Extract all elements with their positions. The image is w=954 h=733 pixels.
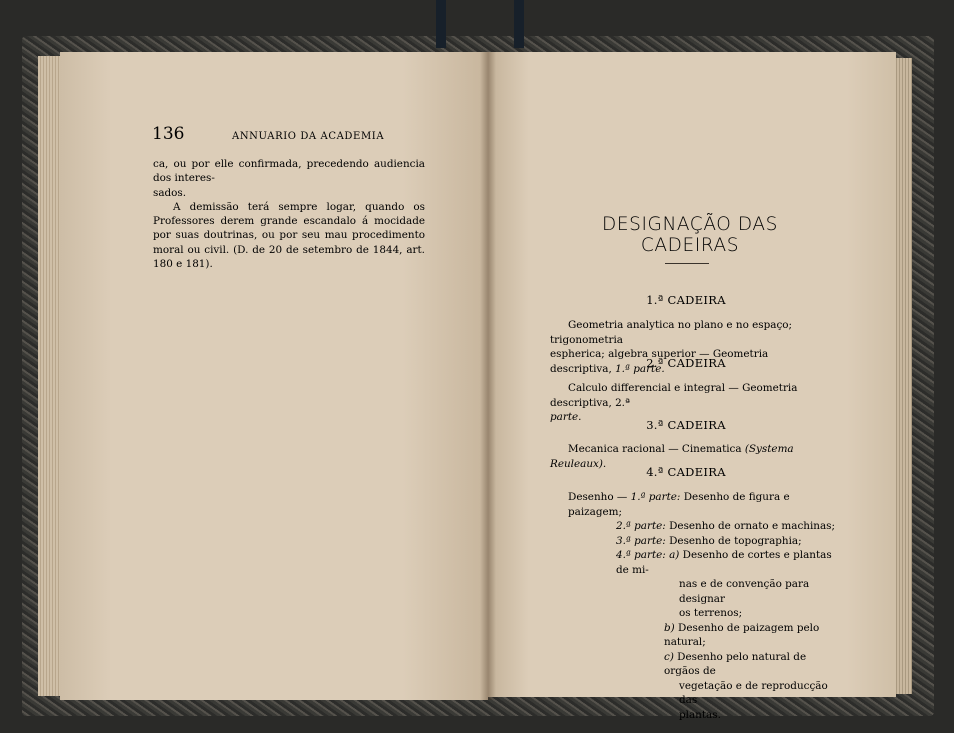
left-page	[60, 52, 488, 700]
text-line: os terrenos;	[679, 607, 743, 619]
text-line	[568, 534, 838, 549]
italic-span: 4.ª parte:	[616, 549, 666, 561]
text-line: sados.	[153, 186, 187, 199]
italic-span: 1.ª parte.	[611, 362, 665, 375]
text-line: vegetação e de reproducção das	[679, 679, 828, 706]
text-line: nas e de convenção para designar	[679, 578, 810, 605]
italic-span: 2.ª parte:	[616, 520, 666, 532]
chair-heading: 3.ª CADEIRA	[646, 418, 726, 432]
text-span: espherica; algebra superior — Geometria descriptiva,	[550, 348, 769, 375]
running-head: ANNUARIO DA ACADEMIA	[232, 131, 385, 142]
italic-span: a)	[665, 549, 680, 561]
section-title: DESIGNAÇÃO DAS CADEIRAS	[601, 214, 779, 256]
text-line	[568, 490, 838, 519]
text-line	[568, 650, 838, 679]
italic-span: c)	[664, 650, 674, 663]
text-span: Desenho de cortes e plantas de mi-	[616, 549, 832, 576]
italic-span: 1.ª parte:	[630, 491, 681, 503]
chair-heading: 4.ª CADEIRA	[646, 465, 726, 479]
bookmark-ribbon	[514, 0, 524, 48]
text-span: Desenho pelo natural de orgãos de	[664, 650, 807, 677]
italic-span: 3.ª parte:	[616, 534, 666, 547]
text-span: Desenho de paizagem pelo natural;	[664, 621, 820, 648]
italic-span: parte.	[550, 411, 582, 423]
text-line	[568, 519, 838, 534]
book-gutter	[480, 52, 496, 700]
text-span: Mecanica racional — Cinematica	[568, 443, 742, 455]
chair-4-text	[568, 490, 838, 722]
chair-heading: 1.ª CADEIRA	[646, 293, 726, 307]
text-line: Geometria analytica no plano e no espaço; trigonometria	[550, 319, 793, 346]
title-rule	[665, 263, 709, 264]
paragraph: A demissão terá sempre logar, quando os Professores derem grande escandalo á mocidade por suas doutrinas, ou por seu mau procedimento moral ou civil. (D. de 20 de setembro de 1844, art. 180 e 181).	[153, 200, 425, 271]
text-span: Desenho de ornato e machinas;	[665, 520, 836, 532]
text-span: Desenho de figura e paizagem;	[568, 491, 790, 518]
italic-span: (Systema Reuleaux).	[550, 443, 794, 470]
bookmark-ribbon	[436, 0, 446, 48]
text-line: ca, ou por elle confirmada, precedendo audiencia dos interes-	[153, 158, 425, 185]
text-line	[568, 621, 838, 650]
chair-heading: 2.ª CADEIRA	[646, 356, 726, 370]
page-edges-right	[894, 58, 912, 694]
italic-span: b)	[664, 621, 675, 634]
text-line	[568, 548, 838, 577]
page-edges-left	[38, 56, 62, 696]
page-number: 136	[152, 124, 185, 144]
text-span: Desenho —	[568, 491, 631, 503]
text-line: Calculo differencial e integral — Geometria descriptiva, 2.ª	[550, 382, 798, 409]
text-span: Desenho de topographia;	[665, 534, 802, 547]
text-line: plantas.	[679, 708, 721, 721]
left-page-text	[153, 157, 425, 271]
